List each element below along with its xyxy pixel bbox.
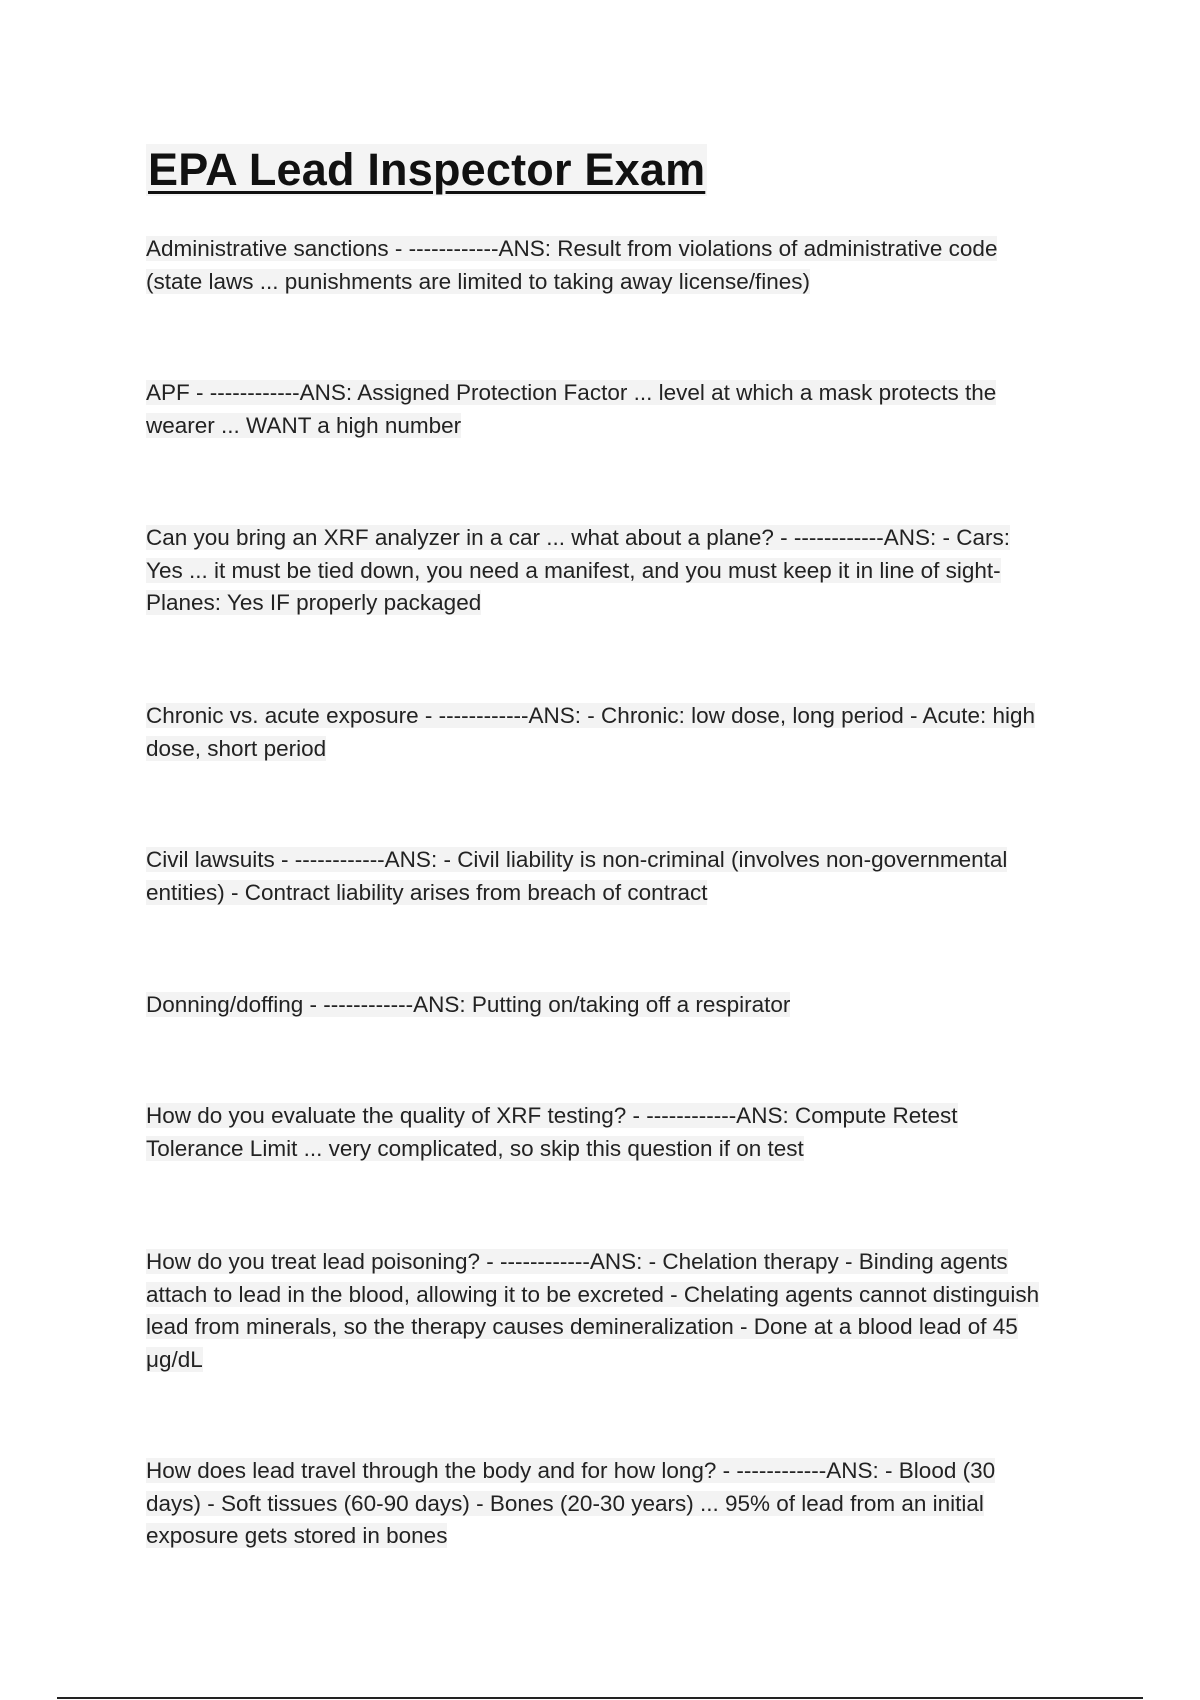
qa-entry-civil-lawsuits [146,844,1046,909]
qa-entry-lead-in-body [146,1455,1046,1553]
qa-entry-text: Civil lawsuits - ------------ANS: - Civil liability is non-criminal (involves non-governmental entities) - Contract liability arises from breach of contract [146,847,1008,905]
qa-entry-lead-poisoning-treatment [146,1246,1046,1376]
document-title: EPA Lead Inspector Exam [148,144,706,195]
qa-entry-text: APF - ------------ANS: Assigned Protection Factor ... level at which a mask protects the wearer ... WANT a high number [146,380,997,438]
footer-divider [57,1697,1143,1699]
qa-entry-xrf-transport [146,522,1046,620]
qa-entry-text: How do you evaluate the quality of XRF testing? - ------------ANS: Compute Retest Tolerance Limit ... very complicated, so skip this question if on test [146,1103,958,1161]
qa-entry-text: How do you treat lead poisoning? - ------------ANS: - Chelation therapy - Binding agents attach to lead in the blood, allowing it to be excreted - Chelating agents cannot distinguish lead from minerals, so the therapy causes demineralization - Done at a blood lead of 45 μg/dL [146,1249,1040,1372]
qa-entry-donning-doffing [146,989,1046,1022]
qa-entry-chronic-vs-acute [146,700,1046,765]
qa-entry-text: Administrative sanctions - ------------ANS: Result from violations of administrative code (state laws ... punishments are limited to taking away license/fines) [146,236,998,294]
qa-entry-text: How does lead travel through the body and for how long? - ------------ANS: - Blood (30 days) - Soft tissues (60-90 days) - Bones (20-30 years) ... 95% of lead from an initial exposure gets stored in bones [146,1458,996,1548]
qa-entry-text: Chronic vs. acute exposure - ------------ANS: - Chronic: low dose, long period - Acute: high dose, short period [146,703,1036,761]
qa-entry-xrf-quality [146,1100,1046,1165]
qa-entry-apf [146,377,1046,442]
qa-entry-administrative-sanctions [146,233,1046,298]
qa-entry-text: Donning/doffing - ------------ANS: Putting on/taking off a respirator [146,992,791,1017]
qa-entry-text: Can you bring an XRF analyzer in a car ... what about a plane? - ------------ANS: - Cars: Yes ... it must be tied down, you need a manifest, and you must keep it in line of sight- Planes: Yes IF properly packaged [146,525,1011,615]
